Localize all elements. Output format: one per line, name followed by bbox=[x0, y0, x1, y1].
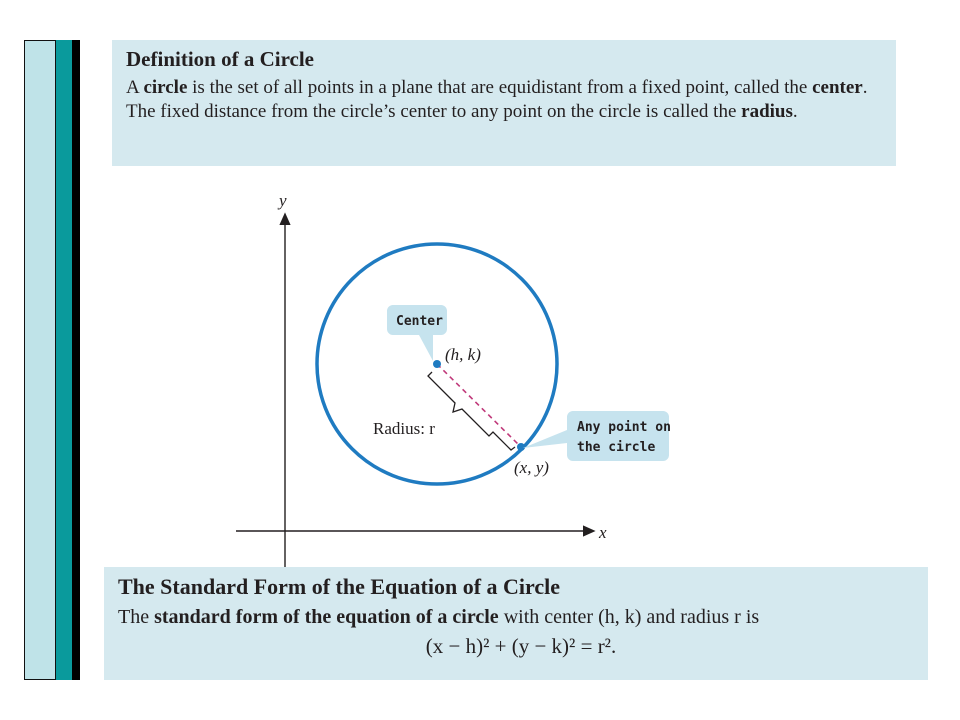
point-label: (x, y) bbox=[514, 458, 549, 477]
def-period: . bbox=[792, 101, 798, 122]
radius-label: Radius: r bbox=[373, 419, 435, 438]
def-text-2: is the set of all points in a plane that are equidistant from a fixed point, called the bbox=[187, 77, 813, 98]
any-point bbox=[517, 443, 525, 451]
term-circle: circle bbox=[143, 77, 188, 98]
radius-line bbox=[437, 364, 521, 447]
term-radius: radius bbox=[741, 101, 793, 122]
def-text-3: . The fixed distance from the circle’s center to any point on the circle is called the bbox=[126, 77, 868, 122]
standard-form-box bbox=[104, 567, 928, 680]
y-axis-label: y bbox=[279, 191, 287, 210]
term-center: center bbox=[812, 77, 863, 98]
standard-form-equation: (x − h)² + (y − k)² = r². bbox=[425, 634, 617, 658]
std-text-1: The bbox=[118, 606, 155, 628]
point-callout-line1: Any point on bbox=[577, 420, 671, 435]
radius-brace bbox=[428, 372, 515, 450]
x-axis-label: x bbox=[599, 523, 607, 542]
center-point bbox=[433, 360, 441, 368]
def-text-1: A bbox=[126, 77, 144, 98]
term-standard-form: standard form of the equation of a circle bbox=[154, 606, 499, 628]
standard-form-text bbox=[118, 603, 914, 631]
std-text-2: with center (h, k) and radius r is bbox=[498, 606, 760, 628]
standard-form-title: The Standard Form of the Equation of a Circle bbox=[118, 574, 561, 599]
center-label: (h, k) bbox=[445, 345, 481, 364]
definition-title: Definition of a Circle bbox=[126, 47, 314, 71]
center-callout-text: Center bbox=[396, 314, 443, 329]
point-callout-line2: the circle bbox=[577, 440, 656, 455]
